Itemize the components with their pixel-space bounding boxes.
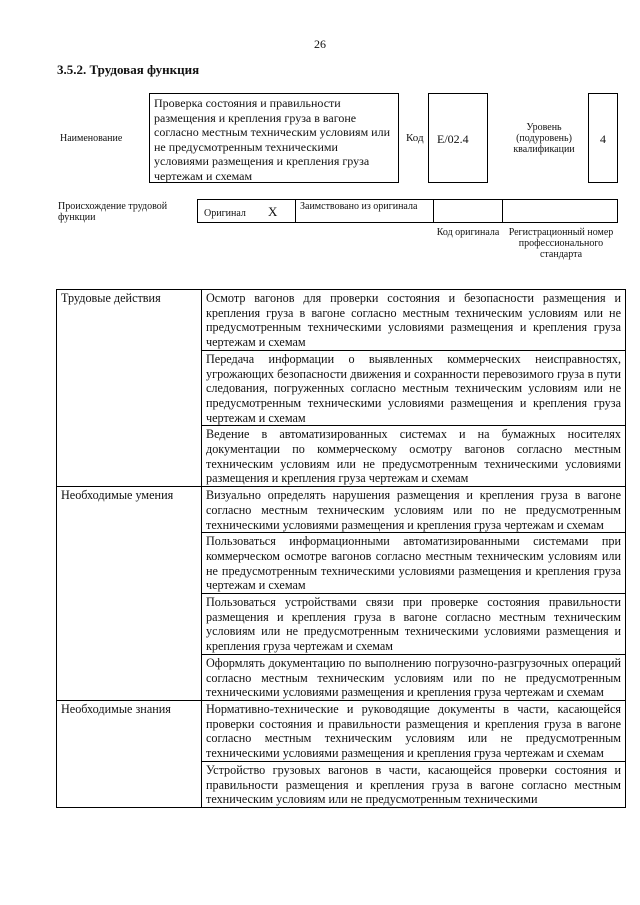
table-cell: Нормативно-технические и руководящие документы в части, касающейся проверки состояния и правильности размещения и крепления груза в вагоне согласно местным техническим условиям или не предусмотренным техническими условиями размещения и крепления груза чертежам и схемам [202,700,626,761]
code-label: Код [406,132,424,144]
level-label: Уровень (подуровень) квалификации [513,122,575,155]
original-cell [197,199,296,223]
level-value-box: 4 [588,93,618,183]
table-cell: Пользоваться информационными автоматизированными системами при коммерческом осмотре вагонов согласно местным техническим условиям или не предусмотренным техническими условиями размещения и крепления груза чертежам и схемам [202,533,626,594]
table-cell: Пользоваться устройствами связи при проверке состояния правильности размещения и крепления груза в вагоне согласно местным техническим условиям или не предусмотренным техническими условиями размещения и крепления груза чертежам и схемам [202,594,626,655]
original-label: Оригинал [204,208,246,219]
table-cell: Передача информации о выявленных коммерческих неисправностях, угрожающих безопасности движения и сохранности перевозимого груза в пути следования, погруженных согласно местным техническим условиям или не предусмотренным техническими условиями размещения и крепления груза чертежам и схемам [202,350,626,426]
origin-label: Происхождение трудовой функции [58,201,168,223]
category-knowledge: Необходимые знания [57,700,202,807]
code-value-box: E/02.4 [428,93,488,183]
reg-number-cell [502,199,618,223]
original-mark: X [268,204,278,219]
function-name-box: Проверка состояния и правильности размещения и крепления груза в вагоне согласно местным техническим условиям или не предусмотренным техническими условиями размещения и крепления груза чертежам и схемам [149,93,399,183]
borrowed-cell: Заимствовано из оригинала [295,199,434,223]
category-labor-actions: Трудовые действия [57,290,202,487]
function-table [56,289,626,808]
page-number: 26 [314,37,326,51]
table-cell: Ведение в автоматизированных системах и на бумажных носителях документации по коммерческому осмотру вагонов согласно местным техническим условиям или не предусмотренным техническими условиями размещения и крепления груза чертежам и схемам [202,426,626,487]
table-cell: Визуально определять нарушения размещения и крепления груза в вагоне согласно местным техническим условиям или по не предусмотренным техническими условиями размещения и крепления груза чертежам и схемам [202,487,626,533]
code-original-label: Код оригинала [436,227,500,238]
table-row [57,487,626,533]
name-label: Наименование [60,133,123,144]
code-original-cell [433,199,503,223]
table-cell: Осмотр вагонов для проверки состояния и безопасности размещения и крепления груза в вагоне согласно местным техническим условиям или не предусмотренным техническими условиями размещения и крепления груза чертежам и схемам [202,290,626,351]
table-cell: Оформлять документацию по выполнению погрузочно-разгрузочных операций согласно местным техническим условиям или по не предусмотренным техническими условиями размещения и крепления груза чертежам и схемам [202,654,626,700]
category-skills: Необходимые умения [57,487,202,701]
table-row [57,700,626,761]
reg-number-label: Регистрационный номер профессионального стандарта [508,227,614,260]
section-title: 3.5.2. Трудовая функция [57,62,200,77]
table-cell: Устройство грузовых вагонов в части, касающейся проверки состояния и правильности размещения и крепления груза в вагоне согласно местным техническим условиям или не предусмотренным техническими [202,761,626,807]
table-row [57,290,626,351]
